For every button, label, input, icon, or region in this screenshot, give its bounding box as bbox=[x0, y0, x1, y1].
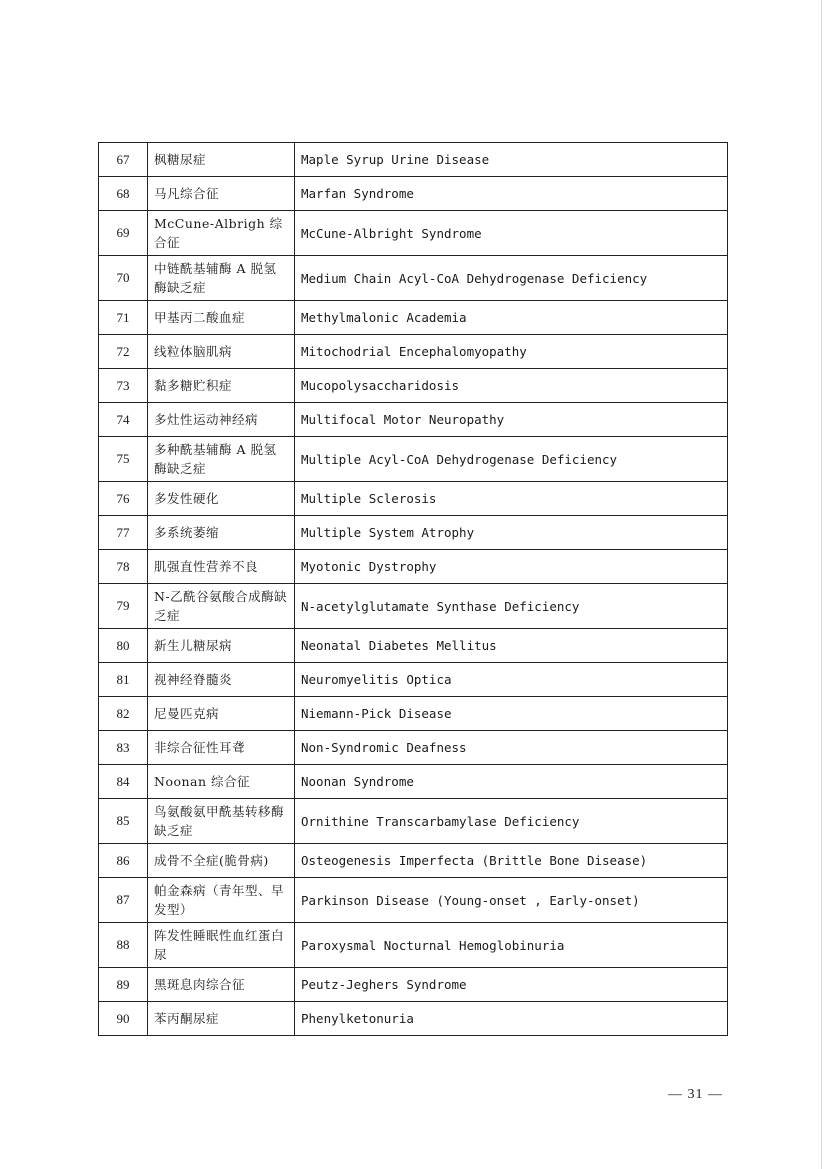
table-row bbox=[99, 143, 728, 177]
row-number: 83 bbox=[99, 731, 148, 765]
table-row bbox=[99, 516, 728, 550]
row-number: 85 bbox=[99, 799, 148, 844]
english-name: Marfan Syndrome bbox=[295, 177, 728, 211]
english-name: Peutz-Jeghers Syndrome bbox=[295, 968, 728, 1002]
table-row bbox=[99, 968, 728, 1002]
table-row bbox=[99, 1002, 728, 1036]
english-name: Noonan Syndrome bbox=[295, 765, 728, 799]
row-number: 79 bbox=[99, 584, 148, 629]
english-name: Maple Syrup Urine Disease bbox=[295, 143, 728, 177]
table-row bbox=[99, 765, 728, 799]
row-number: 77 bbox=[99, 516, 148, 550]
chinese-name: 中链酰基辅酶 A 脱氢酶缺乏症 bbox=[148, 256, 295, 301]
chinese-name: 甲基丙二酸血症 bbox=[148, 301, 295, 335]
chinese-name: 多灶性运动神经病 bbox=[148, 403, 295, 437]
english-name: Multiple Sclerosis bbox=[295, 482, 728, 516]
chinese-name: 成骨不全症(脆骨病) bbox=[148, 844, 295, 878]
chinese-name: 肌强直性营养不良 bbox=[148, 550, 295, 584]
chinese-name: 多种酰基辅酶 A 脱氢酶缺乏症 bbox=[148, 437, 295, 482]
chinese-name: McCune-Albrigh 综合征 bbox=[148, 211, 295, 256]
english-name: Myotonic Dystrophy bbox=[295, 550, 728, 584]
row-number: 90 bbox=[99, 1002, 148, 1036]
chinese-name: 多系统萎缩 bbox=[148, 516, 295, 550]
row-number: 87 bbox=[99, 878, 148, 923]
row-number: 71 bbox=[99, 301, 148, 335]
chinese-name: 黑斑息肉综合征 bbox=[148, 968, 295, 1002]
row-number: 73 bbox=[99, 369, 148, 403]
page-edge-line bbox=[821, 0, 822, 1169]
row-number: 76 bbox=[99, 482, 148, 516]
english-name: Osteogenesis Imperfecta (Brittle Bone Disease) bbox=[295, 844, 728, 878]
page-number: — 31 — bbox=[668, 1087, 723, 1102]
chinese-name: Noonan 综合征 bbox=[148, 765, 295, 799]
chinese-name: 马凡综合征 bbox=[148, 177, 295, 211]
table-row bbox=[99, 256, 728, 301]
chinese-name: 枫糖尿症 bbox=[148, 143, 295, 177]
chinese-name: 帕金森病（青年型、早发型） bbox=[148, 878, 295, 923]
english-name: Mitochodrial Encephalomyopathy bbox=[295, 335, 728, 369]
table-row bbox=[99, 437, 728, 482]
row-number: 89 bbox=[99, 968, 148, 1002]
row-number: 68 bbox=[99, 177, 148, 211]
row-number: 70 bbox=[99, 256, 148, 301]
row-number: 75 bbox=[99, 437, 148, 482]
table-row bbox=[99, 211, 728, 256]
english-name: McCune-Albright Syndrome bbox=[295, 211, 728, 256]
row-number: 67 bbox=[99, 143, 148, 177]
row-number: 84 bbox=[99, 765, 148, 799]
row-number: 88 bbox=[99, 923, 148, 968]
chinese-name: 阵发性睡眠性血红蛋白尿 bbox=[148, 923, 295, 968]
chinese-name: 多发性硬化 bbox=[148, 482, 295, 516]
row-number: 81 bbox=[99, 663, 148, 697]
english-name: Mucopolysaccharidosis bbox=[295, 369, 728, 403]
row-number: 69 bbox=[99, 211, 148, 256]
table-row bbox=[99, 799, 728, 844]
rare-disease-table bbox=[98, 142, 728, 1036]
chinese-name: 尼曼匹克病 bbox=[148, 697, 295, 731]
row-number: 82 bbox=[99, 697, 148, 731]
english-name: Methylmalonic Academia bbox=[295, 301, 728, 335]
table-row bbox=[99, 335, 728, 369]
english-name: Neonatal Diabetes Mellitus bbox=[295, 629, 728, 663]
english-name: Niemann-Pick Disease bbox=[295, 697, 728, 731]
chinese-name: 非综合征性耳聋 bbox=[148, 731, 295, 765]
chinese-name: 新生儿糖尿病 bbox=[148, 629, 295, 663]
english-name: Multiple System Atrophy bbox=[295, 516, 728, 550]
table-row bbox=[99, 369, 728, 403]
english-name: Multiple Acyl-CoA Dehydrogenase Deficiency bbox=[295, 437, 728, 482]
table-row bbox=[99, 550, 728, 584]
chinese-name: 鸟氨酸氨甲酰基转移酶缺乏症 bbox=[148, 799, 295, 844]
table-row bbox=[99, 629, 728, 663]
english-name: Phenylketonuria bbox=[295, 1002, 728, 1036]
table-row bbox=[99, 482, 728, 516]
chinese-name: N-乙酰谷氨酸合成酶缺乏症 bbox=[148, 584, 295, 629]
table-body bbox=[99, 143, 728, 1036]
table-row bbox=[99, 697, 728, 731]
table-row bbox=[99, 301, 728, 335]
chinese-name: 线粒体脑肌病 bbox=[148, 335, 295, 369]
table-row bbox=[99, 177, 728, 211]
row-number: 72 bbox=[99, 335, 148, 369]
table-row bbox=[99, 923, 728, 968]
chinese-name: 视神经脊髓炎 bbox=[148, 663, 295, 697]
table-row bbox=[99, 403, 728, 437]
english-name: Neuromyelitis Optica bbox=[295, 663, 728, 697]
chinese-name: 黏多糖贮积症 bbox=[148, 369, 295, 403]
chinese-name: 苯丙酮尿症 bbox=[148, 1002, 295, 1036]
table-row bbox=[99, 731, 728, 765]
table-row bbox=[99, 844, 728, 878]
table-row bbox=[99, 878, 728, 923]
english-name: Ornithine Transcarbamylase Deficiency bbox=[295, 799, 728, 844]
table-row bbox=[99, 584, 728, 629]
english-name: Multifocal Motor Neuropathy bbox=[295, 403, 728, 437]
english-name: Parkinson Disease (Young-onset , Early-onset) bbox=[295, 878, 728, 923]
english-name: Non-Syndromic Deafness bbox=[295, 731, 728, 765]
english-name: Paroxysmal Nocturnal Hemoglobinuria bbox=[295, 923, 728, 968]
row-number: 80 bbox=[99, 629, 148, 663]
english-name: N-acetylglutamate Synthase Deficiency bbox=[295, 584, 728, 629]
row-number: 74 bbox=[99, 403, 148, 437]
english-name: Medium Chain Acyl-CoA Dehydrogenase Deficiency bbox=[295, 256, 728, 301]
row-number: 78 bbox=[99, 550, 148, 584]
row-number: 86 bbox=[99, 844, 148, 878]
table-row bbox=[99, 663, 728, 697]
